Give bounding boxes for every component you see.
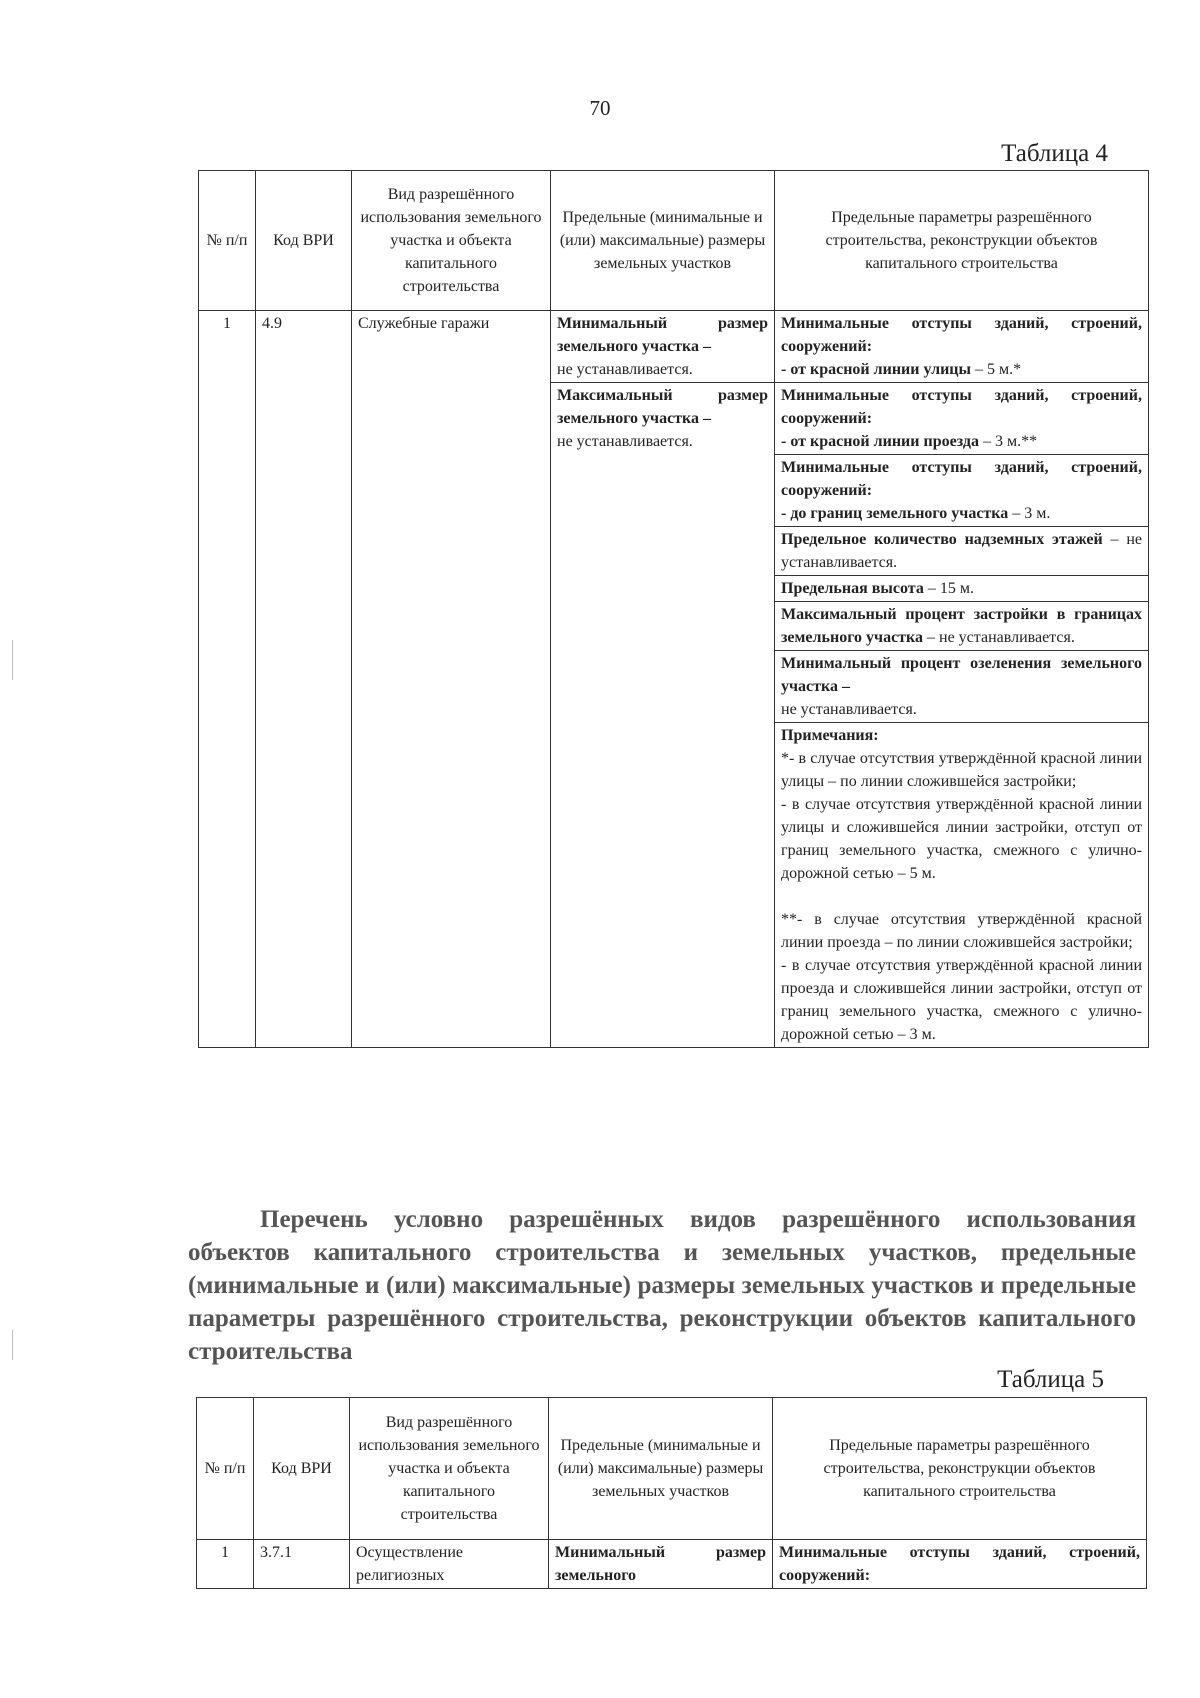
param-sub-label: - от красной линии проезда <box>781 433 979 450</box>
row-params: Минимальные отступы зданий, строений, сооружений: <box>773 1540 1147 1589</box>
param-height <box>775 576 1149 602</box>
row-use: Служебные гаражи <box>352 311 551 1048</box>
param-label: Минимальные отступы зданий, строений, сооружений: <box>781 315 1142 355</box>
header-sizes: Предельные (минимальные и (или) максимальные) размеры земельных участков <box>551 171 775 311</box>
row-code: 3.7.1 <box>254 1540 350 1589</box>
param-label: Минимальные отступы зданий, строений, сооружений: <box>781 459 1142 499</box>
table-row <box>197 1540 1147 1589</box>
note-item: - в случае отсутствия утверждённой красной линии улицы и сложившейся линии застройки, отступ от границ земельного участка, смежного с улично-дорожной сетью – 5 м. <box>781 796 1142 882</box>
header-code: Код ВРИ <box>254 1398 350 1540</box>
notes-cell <box>775 723 1149 1048</box>
param-value: – 15 м. <box>923 580 974 597</box>
header-sizes: Предельные (минимальные и (или) максимальные) размеры земельных участков <box>549 1398 773 1540</box>
header-use: Вид разрешённого использования земельного участка и объекта капитального строительства <box>350 1398 549 1540</box>
param-value: – не устанавливается. <box>781 531 1142 571</box>
param-green-percent <box>775 651 1149 723</box>
table-4 <box>198 170 1149 1048</box>
notes-title: Примечания: <box>781 727 879 744</box>
scan-edge-mark <box>12 640 13 680</box>
param-setback-boundary <box>775 455 1149 527</box>
header-use: Вид разрешённого использования земельного участка и объекта капитального строительства <box>352 171 551 311</box>
param-setback-street <box>775 311 1149 383</box>
param-value: – 3 м. <box>1008 505 1051 522</box>
size-min-value: не устанавливается. <box>557 361 693 378</box>
table-4-caption: Таблица 4 <box>1001 140 1108 167</box>
param-setback-driveway <box>775 383 1149 455</box>
table-header-row <box>199 171 1149 311</box>
note-item: - в случае отсутствия утверждённой красной линии проезда и сложившейся линии застройки, отступ от границ земельного участка, смежного с улично-дорожной сетью – 3 м. <box>781 957 1142 1043</box>
header-params: Предельные параметры разрешённого строительства, реконструкции объектов капитального строительства <box>775 171 1149 311</box>
row-size: Минимальный размер земельного <box>549 1540 773 1589</box>
scan-edge-mark <box>12 1330 13 1360</box>
param-value: не устанавливается. <box>781 701 917 718</box>
param-sub-label: - от красной линии улицы <box>781 361 971 378</box>
param-label: Предельная высота <box>781 580 924 597</box>
param-label: Предельное количество надземных этажей <box>781 531 1103 548</box>
param-label: Максимальный процент застройки в границах земельного участка <box>781 606 1142 646</box>
param-floors <box>775 527 1149 576</box>
param-sub-label: - до границ земельного участка <box>781 505 1009 522</box>
param-label: Минимальные отступы зданий, строений, сооружений: <box>781 387 1142 427</box>
param-value: – 5 м.* <box>971 361 1022 378</box>
param-value: – 3 м.** <box>978 433 1038 450</box>
row-num: 1 <box>197 1540 254 1589</box>
header-num: № п/п <box>197 1398 254 1540</box>
table-5-caption: Таблица 5 <box>997 1366 1104 1393</box>
table-row <box>199 311 1149 383</box>
note-item: *- в случае отсутствия утверждённой красной линии улицы – по линии сложившейся застройки; <box>781 750 1142 790</box>
size-min-cell <box>551 311 775 383</box>
param-value: – не устанавливается. <box>923 629 1075 646</box>
table-5 <box>196 1397 1147 1589</box>
row-num: 1 <box>199 311 256 1048</box>
size-min-label: Минимальный размер земельного участка – <box>557 315 768 355</box>
size-max-label: Максимальный размер земельного участка – <box>557 387 768 427</box>
param-label: Минимальный процент озеленения земельного участка – <box>781 655 1142 695</box>
section-heading: Перечень условно разрешённых видов разрешённого использования объектов капитального строительства и земельных участков, предельные (минимальные и (или) максимальные) размеры земельных участков и предельные параметры разрешённого строительства, реконструкции объектов капитального строительства <box>188 1206 1136 1365</box>
note-item: **- в случае отсутствия утверждённой красной линии проезда – по линии сложившейся застройки; <box>781 911 1142 951</box>
header-num: № п/п <box>199 171 256 311</box>
page-number: 70 <box>589 96 611 120</box>
note-spacer <box>781 885 1142 908</box>
row-code: 4.9 <box>256 311 352 1048</box>
size-max-cell <box>551 383 775 1048</box>
header-params: Предельные параметры разрешённого строительства, реконструкции объектов капитального строительства <box>773 1398 1147 1540</box>
row-use: Осуществление религиозных <box>350 1540 549 1589</box>
table-header-row <box>197 1398 1147 1540</box>
param-build-percent <box>775 602 1149 651</box>
header-code: Код ВРИ <box>256 171 352 311</box>
size-max-value: не устанавливается. <box>557 433 693 450</box>
